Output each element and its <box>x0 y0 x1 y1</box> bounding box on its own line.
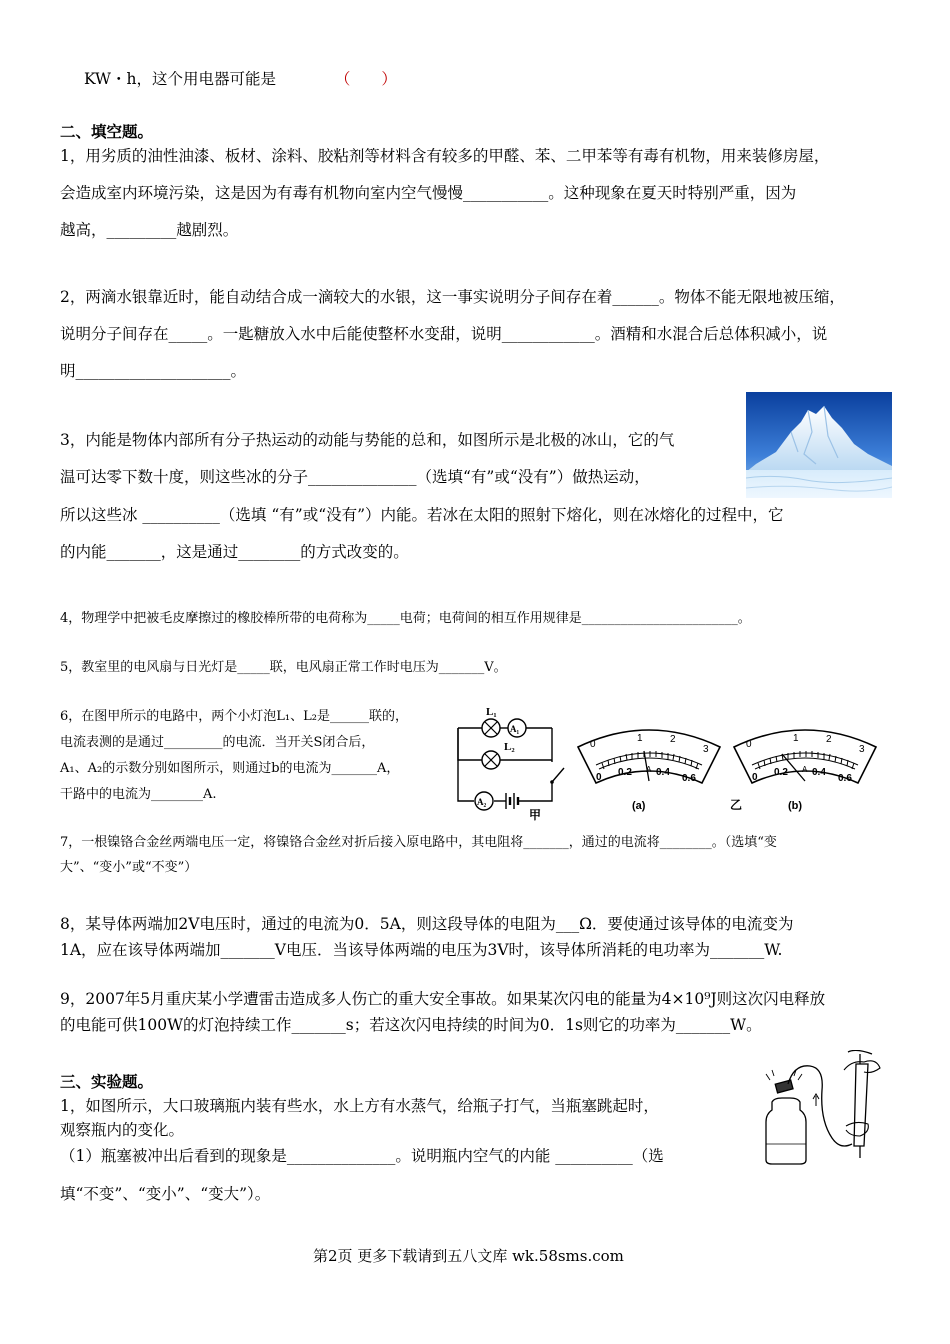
meter-a <box>578 730 720 812</box>
svg-text:A: A <box>646 765 652 774</box>
iceberg-image <box>746 392 892 498</box>
q9-line-1: 9，2007年5月重庆某小学遭雷击造成多人伤亡的重大安全事故。如果某次闪电的能量为4×10⁹J则这次闪电释放 <box>60 990 826 1008</box>
q1-line-1: 1，用劣质的油性油漆、板材、涂料、胶粘剂等材料含有较多的甲醛、苯、二甲苯等有毒有机物，用来装修房屋， <box>60 147 830 165</box>
q5-line: 5，教室里的电风扇与日光灯是_____联，电风扇正常工作时电压为_______V。 <box>60 660 507 675</box>
label-yi: 乙 <box>730 798 743 812</box>
label-a1: A₁ <box>510 724 520 734</box>
section-3-title: 三、实验题。 <box>60 1072 154 1091</box>
q1-line-3: 越高，_________越剧烈。 <box>60 221 239 239</box>
q6-line-4: 干路中的电流为________A. <box>60 787 217 802</box>
bulb-l2-icon <box>482 751 500 769</box>
label-l2: L₂ <box>504 741 515 753</box>
svg-text:3: 3 <box>859 744 865 755</box>
battery-icon <box>506 793 518 809</box>
answer-paren: （ ） <box>334 70 397 88</box>
svg-text:0: 0 <box>746 739 752 750</box>
q6-line-1: 6，在图甲所示的电路中，两个小灯泡L₁、L₂是______联的， <box>60 709 408 724</box>
svg-text:0: 0 <box>590 739 596 750</box>
svg-text:0.6: 0.6 <box>838 773 852 784</box>
bulb-l1-icon <box>482 719 500 737</box>
s3-q1-line-2: 观察瓶内的变化。 <box>60 1121 185 1139</box>
svg-text:0.6: 0.6 <box>682 773 696 784</box>
circuit-diagram <box>452 700 577 822</box>
top-line <box>84 69 397 89</box>
svg-text:0.4: 0.4 <box>656 767 670 778</box>
q7-line-1: 7，一根镍铬合金丝两端电压一定，将镍铬合金丝对折后接入原电路中，其电阻将_______，通过的电流将________。（选填“变 <box>60 835 777 850</box>
label-meter-b: (b) <box>788 800 803 812</box>
svg-text:0: 0 <box>752 772 758 783</box>
top-text: KW・h，这个用电器可能是 <box>84 70 276 88</box>
svg-text:0.4: 0.4 <box>812 767 826 778</box>
q8-line-1: 8，某导体两端加2V电压时，通过的电流为0．5A，则这段导体的电阻为___Ω．要使通过该导体的电流变为 <box>60 915 794 933</box>
page-footer: 第2页 更多下载请到五八文库 wk.58sms.com <box>313 1247 624 1265</box>
q2-line-2: 说明分子间存在_____。一匙糖放入水中后能使整杯水变甜，说明____________。酒精和水混合后总体积减小，说 <box>60 325 828 343</box>
label-a2: A₂ <box>477 797 487 807</box>
q6-line-3: A₁、A₂的示数分别如图所示，则通过b的电流为_______A， <box>60 761 400 776</box>
svg-text:1: 1 <box>637 733 643 744</box>
label-jia: 甲 <box>529 808 542 822</box>
s3-q1-line-3: （1）瓶塞被冲出后看到的现象是______________。说明瓶内空气的内能 __________（选 <box>60 1147 664 1165</box>
q3-line-3: 所以这些冰 __________（选填 “有”或“没有”）内能。若冰在太阳的照射下熔化，则在冰熔化的过程中，它 <box>60 506 784 524</box>
svg-text:3: 3 <box>703 744 709 755</box>
s3-q1-line-1: 1，如图所示，大口玻璃瓶内装有些水，水上方有水蒸气，给瓶子打气，当瓶塞跳起时， <box>60 1097 659 1115</box>
q3-line-2: 温可达零下数十度，则这些冰的分子______________（选填“有”或“没有”）做热运动， <box>60 468 650 486</box>
svg-text:0: 0 <box>596 772 602 783</box>
q9-line-2: 的电能可供100W的灯泡持续工作_______s；若这次闪电持续的时间为0．1s则它的功率为_______W。 <box>60 1016 762 1034</box>
svg-text:2: 2 <box>826 734 832 745</box>
q1-line-2: 会造成室内环境污染，这是因为有毒有机物向室内空气慢慢___________。这种现象在夏天时特别严重，因为 <box>60 184 797 202</box>
s3-q1-line-4: 填“不变”、“变小”、“变大”）。 <box>60 1185 271 1203</box>
q2-line-3: 明____________________。 <box>60 362 247 380</box>
q6-line-2: 电流表测的是通过_________的电流．当开关S闭合后， <box>60 735 375 750</box>
meter-b <box>734 730 876 812</box>
svg-text:0.2: 0.2 <box>618 767 632 778</box>
q2-line-1: 2，两滴水银靠近时，能自动结合成一滴较大的水银，这一事实说明分子间存在着______。物体不能无限地被压缩， <box>60 288 845 306</box>
svg-text:2: 2 <box>670 734 676 745</box>
q7-line-2: 大”、“变小”或“不变”） <box>60 860 198 875</box>
q8-line-2: 1A，应在该导体两端加_______V电压．当该导体两端的电压为3V时，该导体所消耗的电功率为_______W. <box>60 941 783 959</box>
q3-line-1: 3，内能是物体内部所有分子热运动的动能与势能的总和，如图所示是北极的冰山，它的气 <box>60 431 675 449</box>
label-l1: L₁ <box>486 706 497 718</box>
svg-text:A: A <box>802 765 808 774</box>
ammeter-faces <box>574 725 924 825</box>
q4-line: 4，物理学中把被毛皮摩擦过的橡胶棒所带的电荷称为_____电荷；电荷间的相互作用规律是________________________。 <box>60 611 751 626</box>
section-2-title: 二、填空题。 <box>60 122 154 141</box>
label-meter-a: (a) <box>632 800 646 812</box>
q3-line-4: 的内能_______，这是通过________的方式改变的。 <box>60 543 409 561</box>
svg-text:0.2: 0.2 <box>774 767 788 778</box>
bottle-pump-figure <box>760 1050 890 1170</box>
svg-text:1: 1 <box>793 733 799 744</box>
